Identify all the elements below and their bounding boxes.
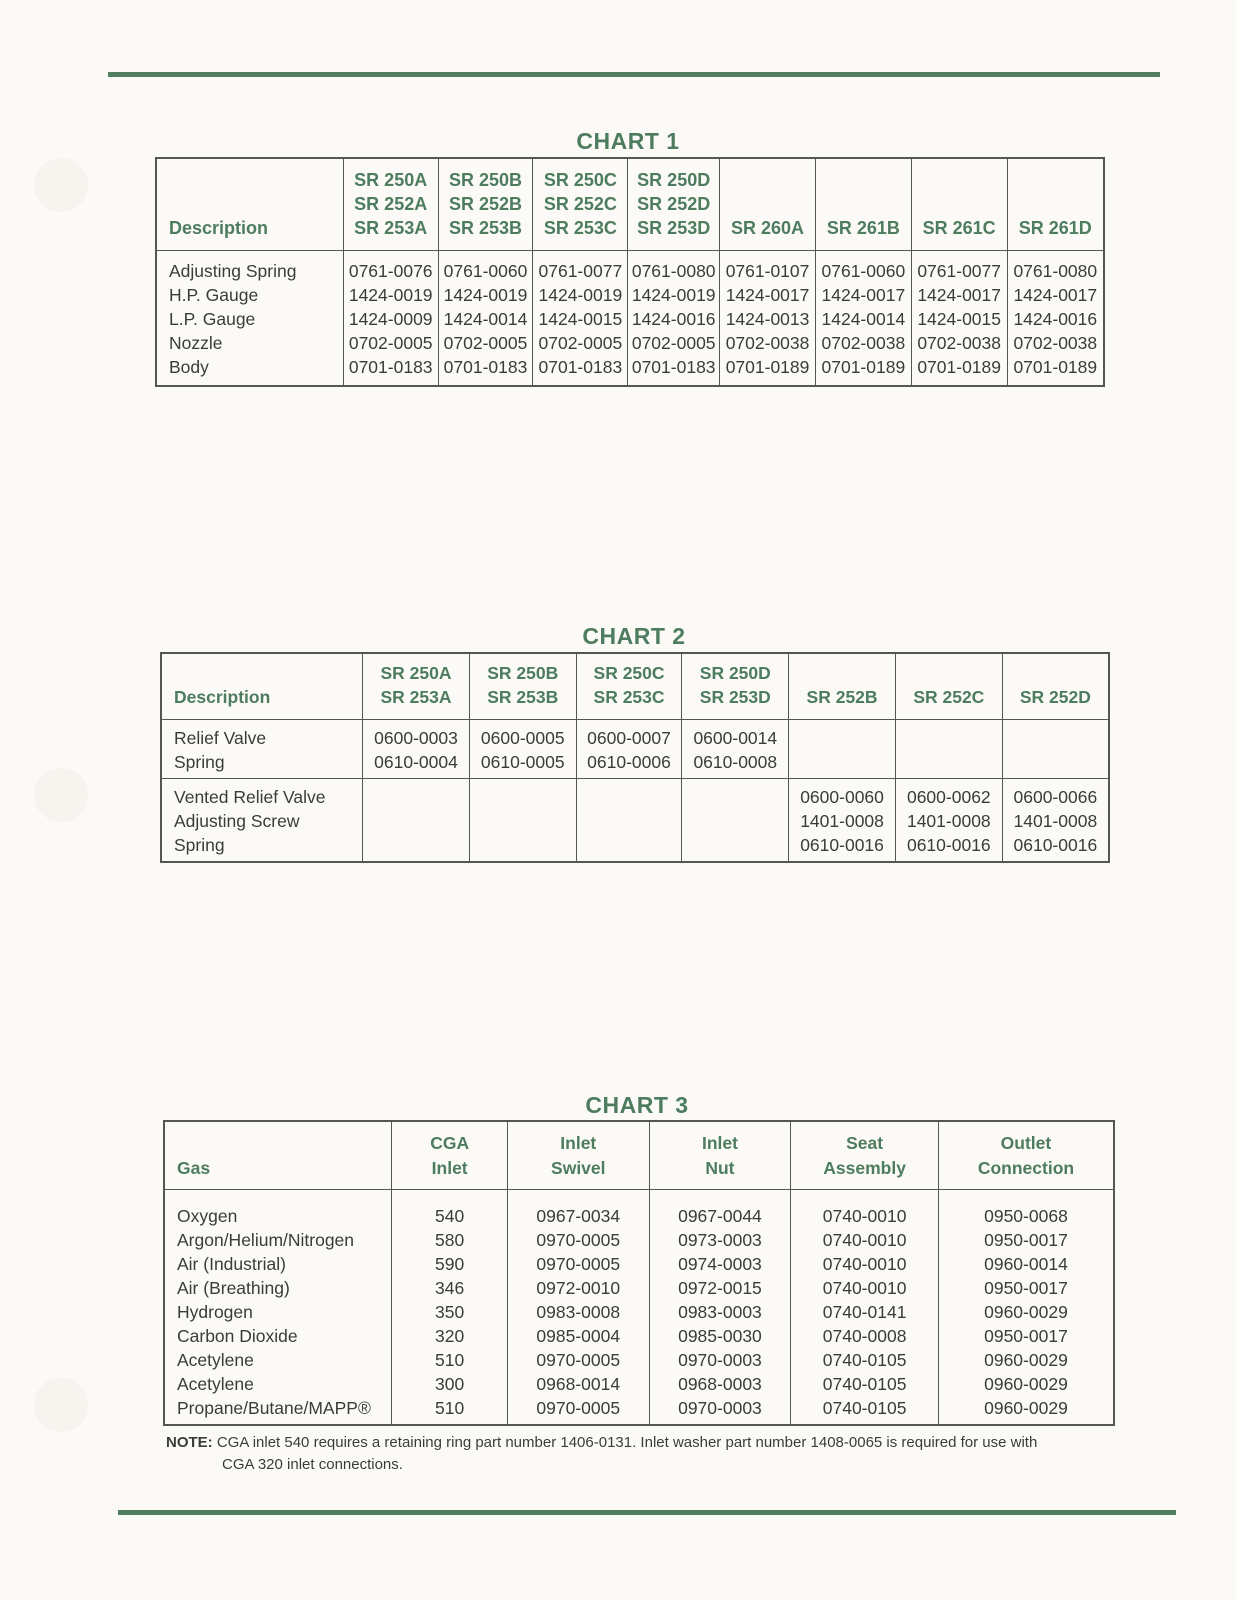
chart3-inlet-swivel-values: 0967-0034 0970-0005 0970-0005 0972-0010 0983-0008 0985-0004 0970-0005 0968-0014 0970-0005 bbox=[507, 1189, 649, 1425]
chart3-title: CHART 3 bbox=[585, 1092, 689, 1118]
chart2-header-col4: SR 250D SR 253D bbox=[682, 653, 789, 719]
chart1-header-col4: SR 250D SR 252D SR 253D bbox=[628, 158, 720, 250]
chart2-group1-col4: 0600-0014 0610-0008 bbox=[682, 719, 789, 778]
chart2-header-row bbox=[161, 653, 1109, 719]
chart2-header-col3: SR 250C SR 253C bbox=[576, 653, 682, 719]
chart1-col6-values: 0761-0060 1424-0017 1424-0014 0702-0038 0701-0189 bbox=[815, 250, 911, 386]
punch-hole-bottom bbox=[34, 1378, 88, 1432]
chart3-header-seat-assembly: Seat Assembly bbox=[791, 1121, 939, 1189]
chart1-col4-values: 0761-0080 1424-0019 1424-0016 0702-0005 0701-0183 bbox=[628, 250, 720, 386]
chart2-group2-descriptions: Vented Relief Valve Adjusting Screw Spring bbox=[161, 778, 363, 862]
chart1-col1-values: 0761-0076 1424-0019 1424-0009 0702-0005 0701-0183 bbox=[343, 250, 438, 386]
chart2-group1-col2: 0600-0005 0610-0005 bbox=[469, 719, 576, 778]
chart1-title: CHART 1 bbox=[576, 128, 680, 154]
chart2-header-col6: SR 252C bbox=[895, 653, 1002, 719]
chart2-title: CHART 2 bbox=[582, 623, 686, 649]
chart1-header-col1: SR 250A SR 252A SR 253A bbox=[343, 158, 438, 250]
chart1-header-col7: SR 261C bbox=[911, 158, 1007, 250]
chart2-header-col2: SR 250B SR 253B bbox=[469, 653, 576, 719]
chart1-header-row bbox=[156, 158, 1104, 250]
chart2-group1-col6 bbox=[895, 719, 1002, 778]
chart2-table bbox=[160, 652, 1110, 863]
chart2-group2-col6: 0600-0062 1401-0008 0610-0016 bbox=[895, 778, 1002, 862]
chart2-group2-col3 bbox=[576, 778, 682, 862]
chart2-group2-col1 bbox=[363, 778, 470, 862]
chart2-group1-col1: 0600-0003 0610-0004 bbox=[363, 719, 470, 778]
chart1-col2-values: 0761-0060 1424-0019 1424-0014 0702-0005 0701-0183 bbox=[438, 250, 533, 386]
chart2-group-relief-valve bbox=[161, 719, 1109, 778]
footnote bbox=[166, 1432, 1126, 1476]
chart1-col5-values: 0761-0107 1424-0017 1424-0013 0702-0038 0701-0189 bbox=[720, 250, 816, 386]
chart1-descriptions: Adjusting Spring H.P. Gauge L.P. Gauge Nozzle Body bbox=[156, 250, 343, 386]
note-line2: CGA 320 inlet connections. bbox=[222, 1456, 403, 1473]
chart2-group2-col2 bbox=[469, 778, 576, 862]
chart3-header-outlet-connection: Outlet Connection bbox=[938, 1121, 1114, 1189]
chart3-header-cga-inlet: CGA Inlet bbox=[392, 1121, 508, 1189]
chart3-header-gas: Gas bbox=[164, 1121, 392, 1189]
chart2-header-col7: SR 252D bbox=[1002, 653, 1109, 719]
chart2-group1-col3: 0600-0007 0610-0006 bbox=[576, 719, 682, 778]
punch-hole-middle bbox=[34, 768, 88, 822]
chart3-seat-assembly-values: 0740-0010 0740-0010 0740-0010 0740-0010 0740-0141 0740-0008 0740-0105 0740-0105 0740-0105 bbox=[791, 1189, 939, 1425]
chart1-col3-values: 0761-0077 1424-0019 1424-0015 0702-0005 0701-0183 bbox=[533, 250, 628, 386]
chart3-body-row bbox=[164, 1189, 1114, 1425]
chart3-header-inlet-swivel: Inlet Swivel bbox=[507, 1121, 649, 1189]
chart1-header-col6: SR 261B bbox=[815, 158, 911, 250]
chart1-header-col2: SR 250B SR 252B SR 253B bbox=[438, 158, 533, 250]
chart3-gas-names: Oxygen Argon/Helium/Nitrogen Air (Industrial) Air (Breathing) Hydrogen Carbon Dioxide Acetylene Acetylene Propane/Butane/MAPP® bbox=[164, 1189, 392, 1425]
chart2-group-vented-relief-valve bbox=[161, 778, 1109, 862]
note-label: NOTE: bbox=[166, 1434, 213, 1451]
chart3-cga-inlet-values: 540 580 590 346 350 320 510 300 510 bbox=[392, 1189, 508, 1425]
chart1-col7-values: 0761-0077 1424-0017 1424-0015 0702-0038 0701-0189 bbox=[911, 250, 1007, 386]
note-line1: CGA inlet 540 requires a retaining ring part number 1406-0131. Inlet washer part number 1408-0065 is required for use with bbox=[216, 1434, 1038, 1451]
top-rule bbox=[108, 72, 1160, 77]
chart2-header-description: Description bbox=[161, 653, 363, 719]
chart1-body-row bbox=[156, 250, 1104, 386]
chart1-header-col8: SR 261D bbox=[1007, 158, 1104, 250]
chart2-group1-col7 bbox=[1002, 719, 1109, 778]
chart3-header-inlet-nut: Inlet Nut bbox=[649, 1121, 791, 1189]
chart2-header-col1: SR 250A SR 253A bbox=[363, 653, 470, 719]
chart1-header-description: Description bbox=[156, 158, 343, 250]
chart3-table bbox=[163, 1120, 1115, 1426]
chart3-header-row bbox=[164, 1121, 1114, 1189]
chart2-header-col5: SR 252B bbox=[789, 653, 896, 719]
punch-hole-top bbox=[34, 158, 88, 212]
chart2-group1-col5 bbox=[789, 719, 896, 778]
chart2-group1-descriptions: Relief Valve Spring bbox=[161, 719, 363, 778]
chart2-group2-col7: 0600-0066 1401-0008 0610-0016 bbox=[1002, 778, 1109, 862]
chart1-header-col5: SR 260A bbox=[720, 158, 816, 250]
bottom-rule bbox=[118, 1510, 1176, 1515]
chart2-group2-col5: 0600-0060 1401-0008 0610-0016 bbox=[789, 778, 896, 862]
chart1-header-col3: SR 250C SR 252C SR 253C bbox=[533, 158, 628, 250]
chart2-group2-col4 bbox=[682, 778, 789, 862]
chart3-outlet-connection-values: 0950-0068 0950-0017 0960-0014 0950-0017 0960-0029 0950-0017 0960-0029 0960-0029 0960-0029 bbox=[938, 1189, 1114, 1425]
chart3-inlet-nut-values: 0967-0044 0973-0003 0974-0003 0972-0015 0983-0003 0985-0030 0970-0003 0968-0003 0970-0003 bbox=[649, 1189, 791, 1425]
chart1-col8-values: 0761-0080 1424-0017 1424-0016 0702-0038 0701-0189 bbox=[1007, 250, 1104, 386]
chart1-table bbox=[155, 157, 1105, 387]
